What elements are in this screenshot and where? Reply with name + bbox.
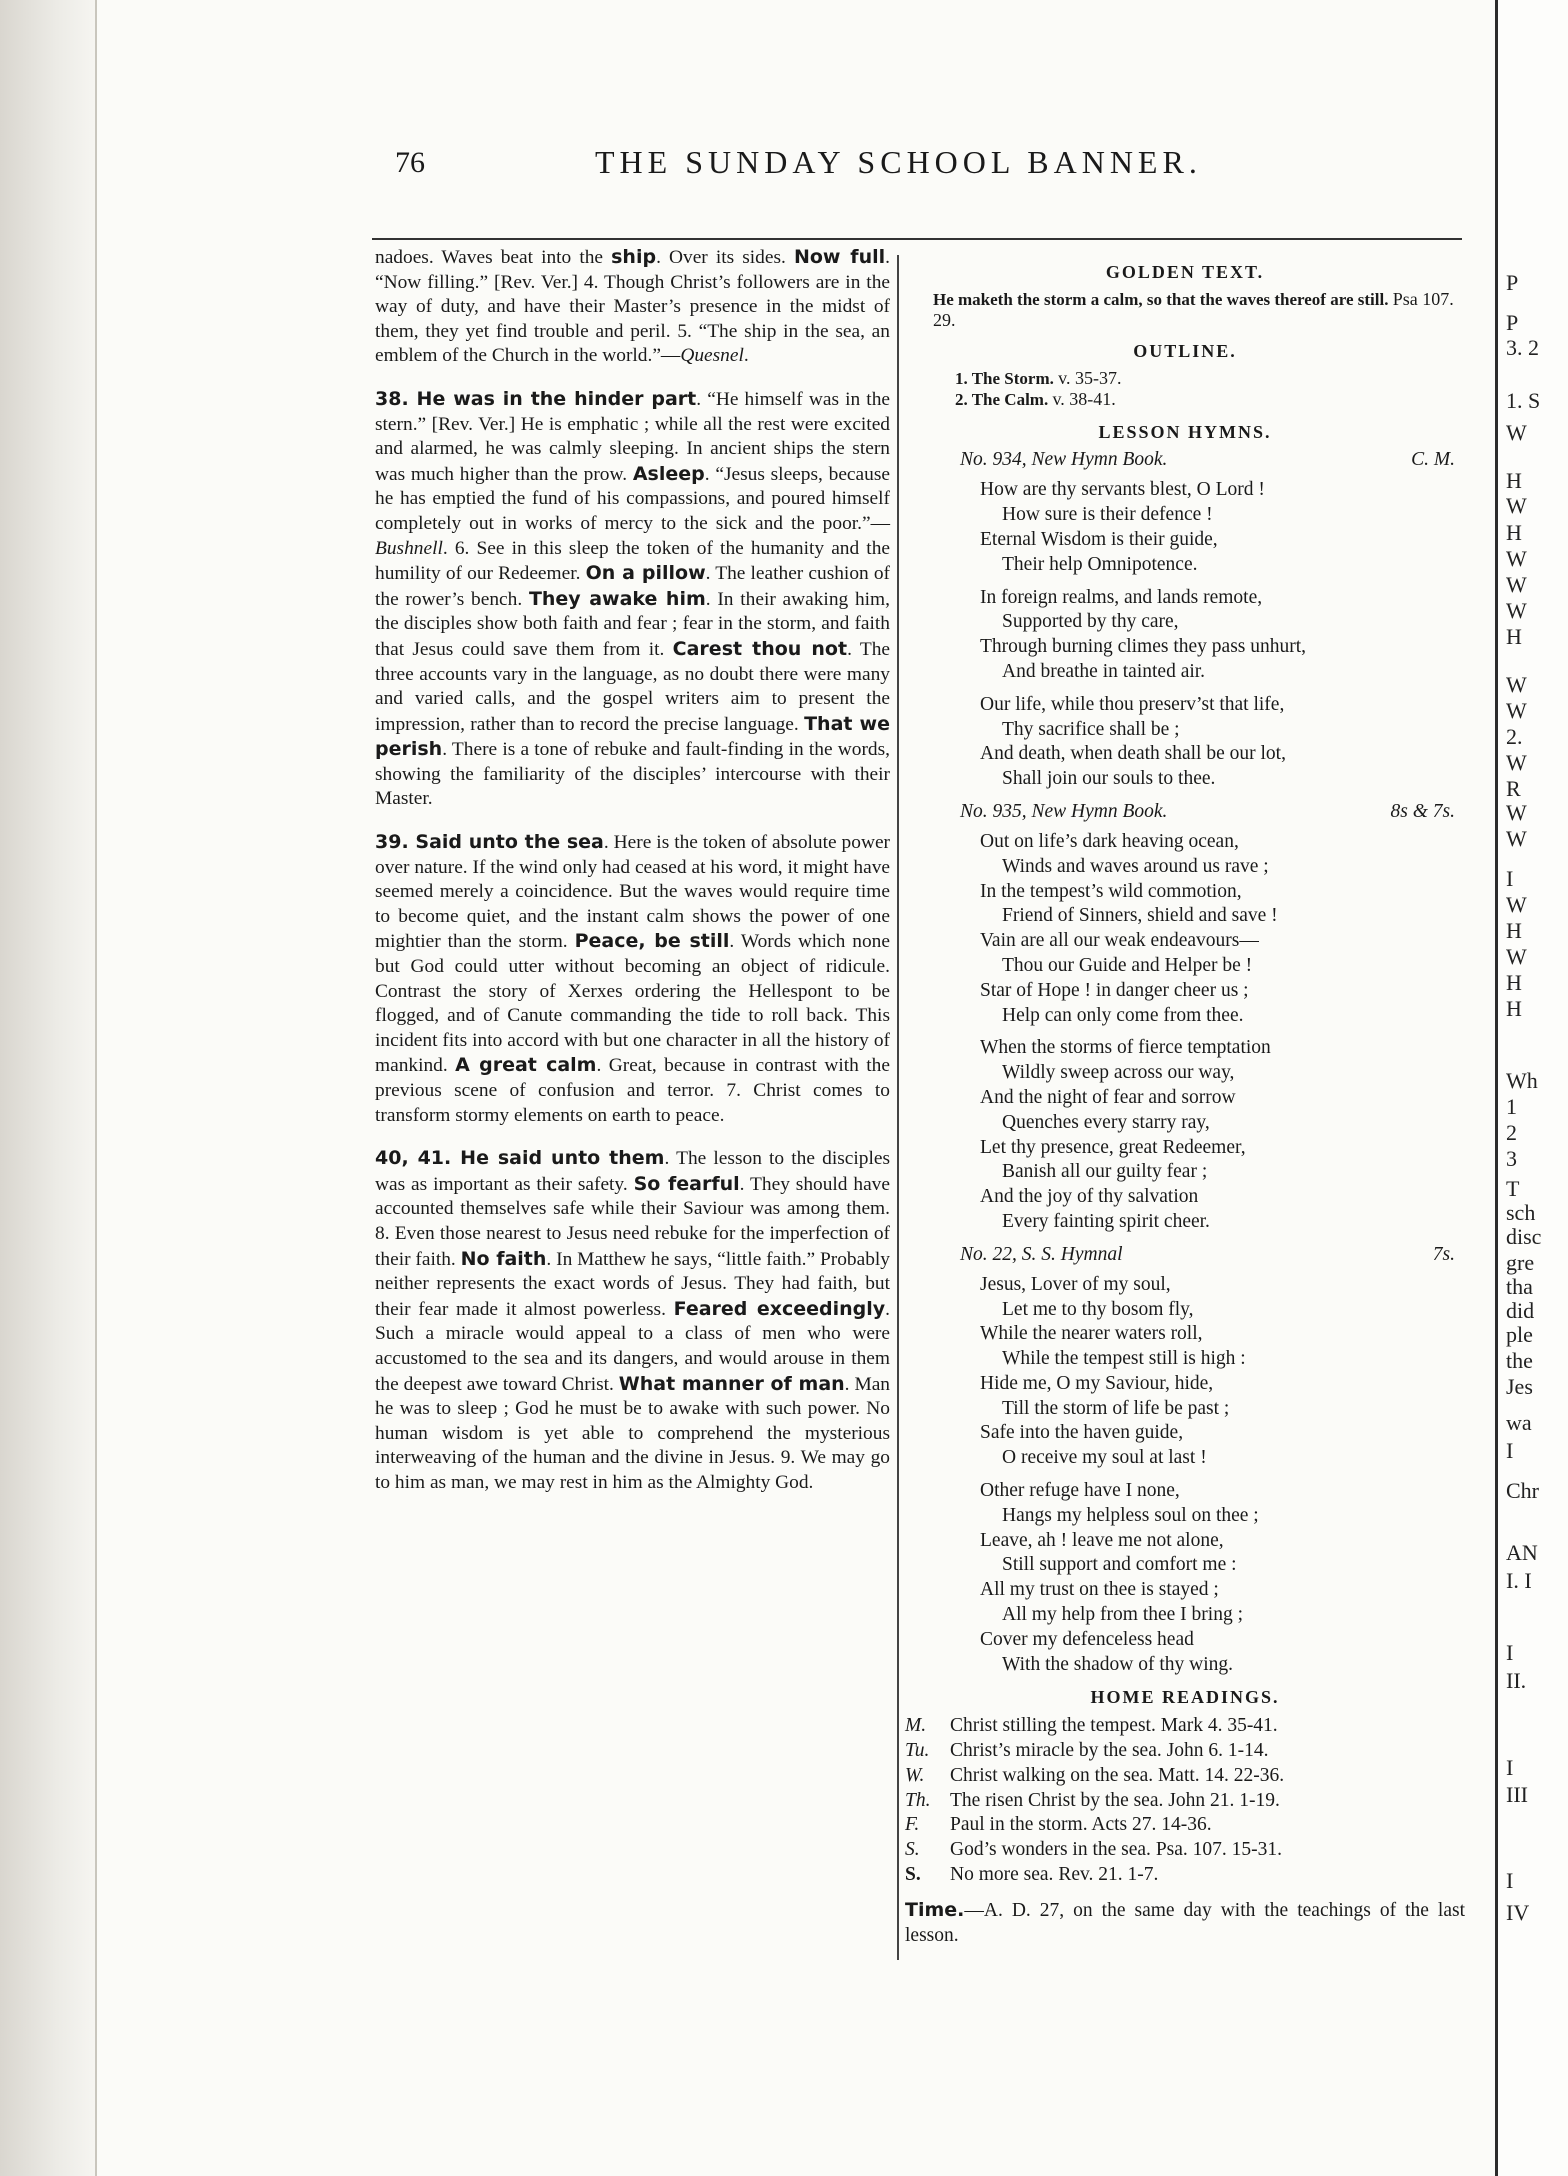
- hymn-line: Our life, while thou preserv’st that life,: [980, 693, 1285, 715]
- hymn-line: Eternal Wisdom is their guide,: [980, 528, 1218, 550]
- next-page-fragment: W: [1506, 698, 1527, 723]
- next-page-fragment: W: [1506, 800, 1527, 825]
- next-page-fragment: disc: [1506, 1224, 1542, 1249]
- next-page-edge: [1495, 0, 1568, 2176]
- reading-item: Th. The risen Christ by the sea. John 21. 1-19.: [905, 1789, 1280, 1811]
- next-page-fragment: H: [1506, 970, 1522, 995]
- hymn-line: Safe into the haven guide,: [980, 1422, 1184, 1444]
- hymn-stanza: [905, 478, 1465, 577]
- hymn-line: And death, when death shall be our lot,: [980, 743, 1286, 765]
- reading-item: S. No more sea. Rev. 21. 1-7.: [905, 1864, 1159, 1886]
- hymn-line: Thy sacrifice shall be ;: [1002, 718, 1180, 740]
- next-page-fragment: W: [1506, 493, 1527, 518]
- commentary-paragraph: nadoes. Waves beat into the ship. Over its sides. Now full. “Now filling.” [Rev. Ver.] 4. Though Christ’s followers are in the way of duty, and have their Master’s presence in the midst of them, they yet find trouble and peril. 5. “The ship in the sea, an emblem of the Church in the world.”—Quesnel.: [375, 246, 890, 367]
- hymn-line: Hide me, O my Saviour, hide,: [980, 1372, 1214, 1394]
- home-readings-heading: HOME READINGS.: [1090, 1687, 1280, 1708]
- next-page-fragment: 3. 2: [1506, 335, 1539, 360]
- next-page-fragment: 1. S: [1506, 388, 1541, 413]
- hymn-line: Let thy presence, great Redeemer,: [980, 1136, 1246, 1158]
- hymn-line: Their help Omnipotence.: [1002, 553, 1198, 575]
- next-page-fragment: P: [1506, 310, 1519, 335]
- next-page-fragment: I. I: [1506, 1568, 1532, 1593]
- hymn-stanza: [905, 693, 1465, 792]
- golden-text: He maketh the storm a calm, so that the waves thereof are still. Psa 107. 29.: [933, 288, 1454, 330]
- next-page-fragment: H: [1506, 520, 1522, 545]
- lesson-hymns-heading: LESSON HYMNS.: [1098, 421, 1272, 442]
- next-page-fragment: W: [1506, 598, 1527, 623]
- hymn-line: Jesus, Lover of my soul,: [980, 1273, 1171, 1295]
- hymn-line: While the tempest still is high :: [1002, 1348, 1246, 1370]
- hymn-line: Hangs my helpless soul on thee ;: [1002, 1504, 1259, 1526]
- next-page-fragment: ple: [1506, 1322, 1533, 1347]
- hymn-line: Help can only come from thee.: [1002, 1004, 1244, 1026]
- page-number: 76: [395, 146, 425, 179]
- next-page-fragment: Chr: [1506, 1478, 1539, 1503]
- next-page-fragment: H: [1506, 996, 1522, 1021]
- next-page-fragment: H: [1506, 468, 1522, 493]
- next-page-fragment: AN: [1506, 1540, 1538, 1565]
- next-page-fragment: H: [1506, 624, 1522, 649]
- hymn-line: Every fainting spirit cheer.: [1002, 1210, 1210, 1232]
- hymn-line: Shall join our souls to thee.: [1002, 768, 1216, 790]
- next-page-fragment: W: [1506, 750, 1527, 775]
- hymn-line: Winds and waves around us rave ;: [1002, 855, 1269, 877]
- hymn-line: In the tempest’s wild commotion,: [980, 880, 1242, 902]
- next-page-fragment: R: [1506, 776, 1521, 801]
- hymn-line: Friend of Sinners, shield and save !: [1002, 905, 1278, 927]
- hymn-line: O receive my soul at last !: [1002, 1447, 1207, 1469]
- next-page-fragment: H: [1506, 918, 1522, 943]
- next-page-fragment: I: [1506, 866, 1514, 891]
- hymn-stanza: [905, 1036, 1465, 1234]
- hymn-line: Star of Hope ! in danger cheer us ;: [980, 979, 1249, 1001]
- reading-item: M. Christ stilling the tempest. Mark 4. 35-41.: [905, 1715, 1278, 1737]
- hymn-line: How are thy servants blest, O Lord !: [980, 479, 1265, 501]
- reading-item: S. God’s wonders in the sea. Psa. 107. 15-31.: [905, 1839, 1283, 1861]
- hymn-line: Still support and comfort me :: [1002, 1554, 1237, 1576]
- hymn-line: Through burning climes they pass unhurt,: [980, 636, 1307, 658]
- next-page-fragment: 3: [1506, 1146, 1517, 1171]
- hymn-line: Let me to thy bosom fly,: [1002, 1298, 1194, 1320]
- hymn-line: When the storms of fierce temptation: [980, 1037, 1271, 1059]
- reading-item: F. Paul in the storm. Acts 27. 14-36.: [905, 1814, 1212, 1836]
- next-page-fragment: 1: [1506, 1094, 1517, 1119]
- outline-heading: OUTLINE.: [1133, 340, 1237, 361]
- hymn-line: And breathe in tainted air.: [1002, 660, 1206, 682]
- next-page-fragment: Wh: [1506, 1068, 1538, 1093]
- time-note: Time.—A. D. 27, on the same day with the teachings of the last lesson.: [905, 1898, 1465, 1946]
- commentary-paragraph: 38. He was in the hinder part. “He himself was in the stern.” [Rev. Ver.] He is emphatic ; while all the rest were excited and alarmed, he was calmly sleeping. In ancient ships the stern was much higher than the prow. Asleep. “Jesus sleeps, because he has emptied the fund of his compassions, and poured himself completely out in works of mercy to the sick and the poor.”—Bushnell. 6. See in this sleep the token of the humanity and the humility of our Redeemer. On a pillow. The leather cushion of the rower’s bench. They awake him. In their awaking him, the disciples show both faith and fear ; fear in the storm, and faith that Jesus could save them from it. Carest thou not. The three accounts vary in the language, as no doubt there were many and varied calls, and the gospel writers aim to present the impression, rather than to record the precise language. That we perish. There is a tone of rebuke and fault-finding in the words, showing the familiarity of the disciples’ intercourse with their Master.: [375, 387, 890, 810]
- next-page-fragment: 2.: [1506, 724, 1523, 749]
- hymn-stanza: [905, 1273, 1465, 1471]
- right-column: [905, 258, 1465, 1948]
- next-page-fragment: II.: [1506, 1668, 1527, 1693]
- hymn-line: While the nearer waters roll,: [980, 1323, 1203, 1345]
- hymn-line: And the night of fear and sorrow: [980, 1086, 1236, 1108]
- hymn-line: All my trust on thee is stayed ;: [980, 1579, 1219, 1601]
- commentary-paragraph: 40, 41. He said unto them. The lesson to the disciples was as important as their safety. So fearful. They should have accounted themselves safe while their Saviour was among them. 8. Even those nearest to Jesus need rebuke for the imperfection of their faith. No faith. In Matthew he says, “little faith.” Probably neither represents the exact words of Jesus. They had faith, but their fear made it almost powerless. Feared exceedingly. Such a miracle would appeal to a class of men who were accustomed to the sea and its dangers, and would arouse in them the deepest awe toward Christ. What manner of man. Man he was to sleep ; God he must be to awake with such power. No human wisdom is yet able to comprehend the mysterious interweaving of the human and the divine in Jesus. 9. We may go to him as man, we may rest in him as the Almighty God.: [375, 1147, 891, 1493]
- next-page-fragment: W: [1506, 892, 1527, 917]
- hymn-line: Out on life’s dark heaving ocean,: [980, 830, 1239, 852]
- hymn-line: With the shadow of thy wing.: [1002, 1653, 1234, 1675]
- hymn-line: In foreign realms, and lands remote,: [980, 586, 1263, 608]
- reading-item: W. Christ walking on the sea. Matt. 14. 22-36.: [905, 1764, 1285, 1786]
- hymn-line: Supported by thy care,: [1002, 611, 1179, 633]
- running-title: THE SUNDAY SCHOOL BANNER.: [595, 144, 1202, 180]
- hymn-line: Other refuge have I none,: [980, 1480, 1180, 1502]
- next-page-fragment: did: [1506, 1298, 1535, 1323]
- hymn-heading: No. 934, New Hymn Book. C. M.: [960, 449, 1455, 471]
- hymn-line: Quenches every starry ray,: [1002, 1111, 1210, 1133]
- hymns-block: [905, 448, 1465, 1677]
- next-page-fragment: W: [1506, 546, 1527, 571]
- outline-item: 1. The Storm. v. 35-37.: [955, 367, 1122, 388]
- hymn-line: Cover my defenceless head: [980, 1628, 1194, 1650]
- hymn-line: Vain are all our weak endeavours—: [980, 930, 1259, 952]
- hymn-stanza: [905, 1479, 1465, 1677]
- golden-text-heading: GOLDEN TEXT.: [1105, 262, 1265, 282]
- next-page-fragment: tha: [1506, 1274, 1533, 1299]
- hymn-line: Thou our Guide and Helper be !: [1002, 954, 1253, 976]
- next-page-fragment: I: [1506, 1755, 1514, 1780]
- hymn-line: And the joy of thy salvation: [980, 1186, 1199, 1208]
- left-column: [375, 245, 890, 1506]
- next-page-fragment: I: [1506, 1438, 1514, 1463]
- next-page-fragment: I: [1506, 1868, 1514, 1893]
- next-page-fragment: wa: [1506, 1410, 1532, 1435]
- hymn-stanza: [905, 830, 1465, 1028]
- hymn-line: Banish all our guilty fear ;: [1002, 1161, 1208, 1183]
- next-page-fragment: I: [1506, 1640, 1514, 1665]
- next-page-fragment: W: [1506, 672, 1527, 697]
- next-page-fragment: III: [1506, 1782, 1528, 1807]
- next-page-fragment: sch: [1506, 1200, 1536, 1225]
- next-page-fragment: T: [1506, 1176, 1520, 1201]
- page-edge: [0, 0, 95, 2176]
- header-rule: [372, 238, 1462, 240]
- hymn-line: Wildly sweep across our way,: [1002, 1062, 1235, 1084]
- next-page-fragment: P: [1506, 270, 1519, 295]
- home-readings-list: [905, 1714, 1465, 1888]
- hymn-stanza: [905, 586, 1465, 685]
- next-page-fragment: W: [1506, 826, 1527, 851]
- hymn-heading: No. 22, S. S. Hymnal 7s.: [960, 1243, 1455, 1265]
- next-page-fragment: W: [1506, 572, 1527, 597]
- next-page-fragment: W: [1506, 420, 1527, 445]
- reading-item: Tu. Christ’s miracle by the sea. John 6. 1-14.: [905, 1740, 1269, 1762]
- next-page-fragment: gre: [1506, 1250, 1535, 1275]
- page-header: [395, 140, 1445, 200]
- hymn-line: Till the storm of life be past ;: [1002, 1397, 1230, 1419]
- next-page-fragment: the: [1506, 1348, 1533, 1373]
- next-page-fragment: Jes: [1506, 1374, 1533, 1399]
- hymn-heading: No. 935, New Hymn Book. 8s & 7s.: [960, 800, 1455, 822]
- next-page-fragment: 2: [1506, 1120, 1517, 1145]
- column-rule: [897, 255, 899, 1960]
- hymn-line: All my help from thee I bring ;: [1002, 1604, 1243, 1626]
- outline-item: 2. The Calm. v. 38-41.: [955, 388, 1116, 409]
- hymn-line: Leave, ah ! leave me not alone,: [980, 1529, 1224, 1551]
- next-page-fragment: IV: [1506, 1900, 1530, 1925]
- commentary-paragraph: 39. Said unto the sea. Here is the token of absolute power over nature. If the wind only had ceased at his word, it might have seemed merely a coincidence. But the waves would require time to become quiet, and the instant calm shows the power of one mightier than the storm. Peace, be still. Words which none but God could utter without becoming an object of ridicule. Contrast the story of Xerxes ordering the Hellespont to be flogged, and of Canute commanding the tide to roll back. This incident fits into accord with but one character in all the history of mankind. A great calm. Great, because in contrast with the previous scene of confusion and terror. 7. Christ comes to transform stormy elements on earth to peace.: [375, 831, 891, 1126]
- hymn-line: How sure is their defence !: [1002, 504, 1213, 526]
- next-page-fragment: W: [1506, 944, 1527, 969]
